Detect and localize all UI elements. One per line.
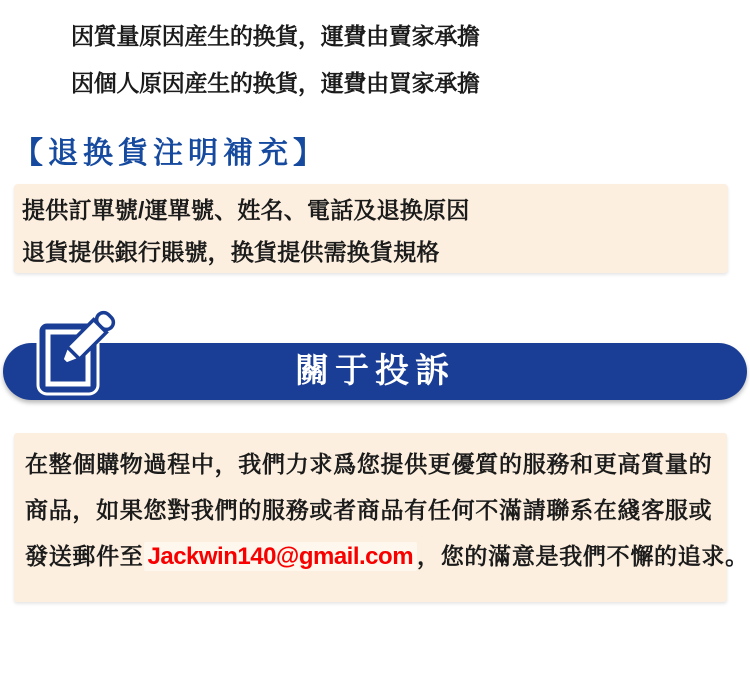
intro-line-personal-reason: 因個人原因産生的换貨，運費由買家承擔 [71,70,480,96]
pencil-note-icon [36,306,116,402]
email-text: Jackwin140@gmail.com [144,542,418,571]
complaint-text-line-3 [14,533,749,580]
return-note-heading: 【退换貨注明補充】 [13,137,328,170]
intro-line-quality-reason: 因質量原因産生的换貨，運費由賣家承擔 [71,23,480,49]
complaint-box [14,433,749,602]
complaint-line3-prefix: 發送郵件至 [25,543,144,569]
complaint-text-line-1: 在整個購物過程中，我們力求爲您提供更優質的服務和更高質量的 [25,451,713,477]
return-note-box [14,184,728,273]
complaint-line3-suffix: ，您的滿意是我們不懈的追求。 [417,543,749,569]
complaint-text-line-2: 商品，如果您對我們的服務或者商品有任何不滿請聯系在綫客服或 [25,497,713,523]
return-note-line-order-info: 提供訂單號/運單號、姓名、電話及退换原因 [22,197,470,223]
return-note-line-bank-info: 退貨提供銀行賬號，换貨提供需换貨規格 [22,239,440,265]
complaint-banner-title: 關于投訴 [295,352,455,390]
